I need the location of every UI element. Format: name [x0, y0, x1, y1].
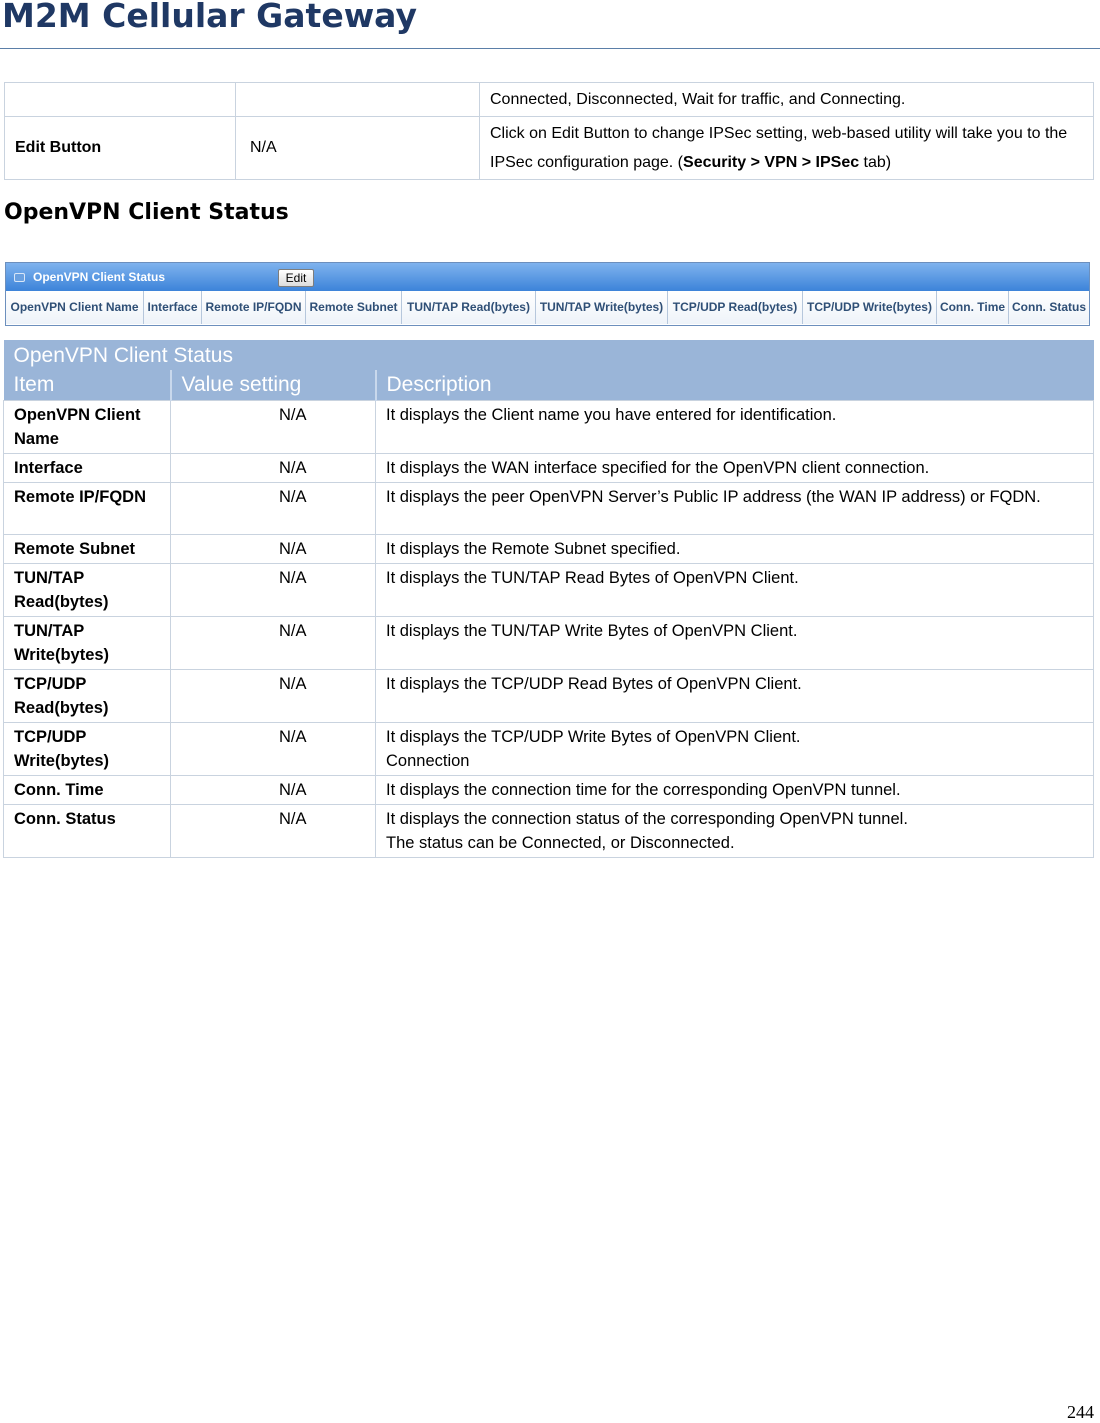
- description-text: It displays the TCP/UDP Write Bytes of OpenVPN Client.: [386, 728, 801, 746]
- value-cell: N/A: [171, 723, 376, 776]
- description-extra: Connection: [386, 752, 470, 770]
- header-item: Item: [4, 370, 171, 401]
- description-text: Click on Edit Button to change IPSec setting, web-based utility will take you to the IPSec configuration page. (: [490, 125, 1068, 171]
- description-text: tab): [859, 154, 892, 171]
- description-cell: It displays the WAN interface specified for the OpenVPN client connection.: [376, 454, 1094, 483]
- table-row: [5, 117, 1094, 180]
- value-cell: N/A: [171, 805, 376, 858]
- title-divider: [0, 48, 1100, 49]
- value-cell: N/A: [171, 564, 376, 617]
- item-cell: Interface: [4, 454, 171, 483]
- edit-button[interactable]: Edit: [278, 269, 314, 287]
- description-extra: The status can be Connected, or Disconnected.: [386, 834, 735, 852]
- table-header-row: [4, 370, 1094, 401]
- widget-column-headers: [6, 291, 1089, 324]
- table-row: [4, 617, 1094, 670]
- description-cell: It displays the connection time for the corresponding OpenVPN tunnel.: [376, 776, 1094, 805]
- menu-path: Security > VPN > IPSec: [683, 154, 860, 171]
- table-group-header: [4, 340, 1094, 370]
- ipsec-continuation-table: [4, 82, 1094, 180]
- table-row: [4, 805, 1094, 858]
- column-header: OpenVPN Client Name: [6, 291, 144, 324]
- item-cell: Conn. Status: [4, 805, 171, 858]
- table-row: [4, 535, 1094, 564]
- value-cell: N/A: [171, 670, 376, 723]
- item-cell: Remote Subnet: [4, 535, 171, 564]
- item-cell: TUN/TAP Write(bytes): [4, 617, 171, 670]
- column-header: Conn. Status: [1009, 291, 1089, 324]
- value-cell: N/A: [171, 483, 376, 535]
- item-cell: [5, 83, 236, 117]
- description-cell: It displays the Client name you have entered for identification.: [376, 401, 1094, 454]
- column-header: TUN/TAP Read(bytes): [402, 291, 536, 324]
- section-heading: OpenVPN Client Status: [4, 200, 289, 225]
- widget-title-bar: [6, 263, 1089, 291]
- item-cell: Conn. Time: [4, 776, 171, 805]
- item-cell: TUN/TAP Read(bytes): [4, 564, 171, 617]
- value-cell: [236, 83, 480, 117]
- description-cell: [376, 805, 1094, 858]
- description-cell: It displays the peer OpenVPN Server’s Public IP address (the WAN IP address) or FQDN.: [376, 483, 1094, 535]
- description-cell: [376, 723, 1094, 776]
- header-value: Value setting: [171, 370, 376, 401]
- item-cell: Remote IP/FQDN: [4, 483, 171, 535]
- description-cell: [480, 117, 1094, 180]
- table-row: [4, 670, 1094, 723]
- table-group-title: OpenVPN Client Status: [4, 340, 1094, 370]
- value-cell: N/A: [171, 617, 376, 670]
- table-row: [4, 723, 1094, 776]
- description-cell: It displays the TUN/TAP Write Bytes of OpenVPN Client.: [376, 617, 1094, 670]
- value-cell: N/A: [236, 117, 480, 180]
- item-cell: OpenVPN Client Name: [4, 401, 171, 454]
- description-cell: Connected, Disconnected, Wait for traffic, and Connecting.: [480, 83, 1094, 117]
- header-description: Description: [376, 370, 1094, 401]
- value-cell: N/A: [171, 776, 376, 805]
- value-cell: N/A: [171, 535, 376, 564]
- table-row: [4, 454, 1094, 483]
- value-cell: N/A: [171, 401, 376, 454]
- table-row: [4, 483, 1094, 535]
- column-header: TCP/UDP Read(bytes): [668, 291, 803, 324]
- openvpn-client-status-table: [3, 340, 1094, 858]
- column-header: Interface: [144, 291, 202, 324]
- column-header: TUN/TAP Write(bytes): [536, 291, 668, 324]
- table-row: [4, 776, 1094, 805]
- collapse-icon[interactable]: [14, 273, 25, 282]
- table-row: [5, 83, 1094, 117]
- description-cell: It displays the TCP/UDP Read Bytes of OpenVPN Client.: [376, 670, 1094, 723]
- column-header: Remote Subnet: [306, 291, 402, 324]
- value-cell: N/A: [171, 454, 376, 483]
- table-row: [4, 564, 1094, 617]
- item-cell: TCP/UDP Read(bytes): [4, 670, 171, 723]
- openvpn-status-widget: [5, 262, 1090, 326]
- item-cell: Edit Button: [5, 117, 236, 180]
- widget-title: OpenVPN Client Status: [33, 270, 166, 284]
- column-header: Conn. Time: [937, 291, 1009, 324]
- description-cell: It displays the TUN/TAP Read Bytes of OpenVPN Client.: [376, 564, 1094, 617]
- document-title: M2M Cellular Gateway: [2, 0, 417, 35]
- description-text: It displays the connection status of the corresponding OpenVPN tunnel.: [386, 810, 908, 828]
- description-cell: It displays the Remote Subnet specified.: [376, 535, 1094, 564]
- table-row: [4, 401, 1094, 454]
- column-header: TCP/UDP Write(bytes): [803, 291, 937, 324]
- column-header: Remote IP/FQDN: [202, 291, 306, 324]
- page-number: 244: [1067, 1402, 1094, 1422]
- item-cell: TCP/UDP Write(bytes): [4, 723, 171, 776]
